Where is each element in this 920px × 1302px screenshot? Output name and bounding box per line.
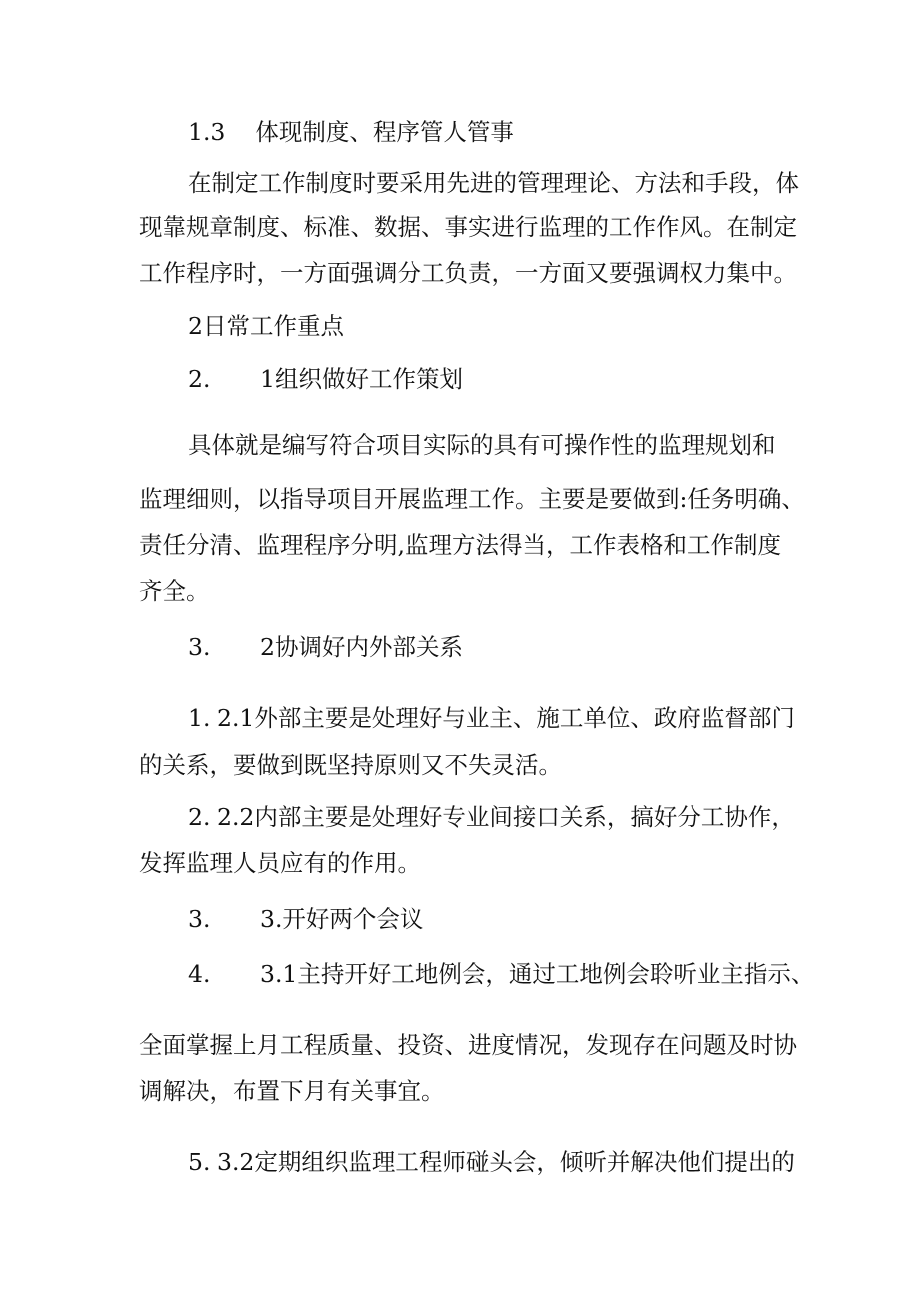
section-number: 2. <box>188 365 211 393</box>
section-number: 3. <box>188 633 211 661</box>
list-item-text: 2.1外部主要是处理好与业主、施工单位、政府监督部门 <box>217 704 795 732</box>
list-item <box>188 1147 795 1177</box>
paragraph-line: 发挥监理人员应有的作用。 <box>139 849 421 877</box>
section-title: 2协调好内外部关系 <box>260 633 463 661</box>
section-title: 体现制度、程序管人管事 <box>255 118 514 146</box>
list-item-text: 2.2内部主要是处理好专业间接口关系，搞好分工协作， <box>217 803 795 831</box>
section-heading-2: 2日常工作重点 <box>188 312 344 340</box>
section-heading-1-3 <box>188 117 514 147</box>
list-number: 4. <box>188 960 211 988</box>
paragraph-line: 的关系，要做到既坚持原则又不失灵活。 <box>139 751 562 779</box>
paragraph-line: 齐全。 <box>139 577 210 605</box>
list-number: 5. <box>188 1148 211 1176</box>
section-heading-2-1 <box>188 364 463 394</box>
section-number: 1.3 <box>188 118 226 146</box>
list-item <box>188 703 795 733</box>
list-number: 1. <box>188 704 211 732</box>
list-number: 2. <box>188 803 211 831</box>
section-heading-2-2 <box>188 632 463 662</box>
section-heading-3 <box>188 904 423 934</box>
list-item <box>188 802 795 832</box>
list-item <box>188 959 814 989</box>
section-title: 1组织做好工作策划 <box>260 365 463 393</box>
list-item-text: 3.1主持开好工地例会，通过工地例会聆听业主指示、 <box>260 960 815 988</box>
paragraph-line: 工作程序时，一方面强调分工负责，一方面又要强调权力集中。 <box>139 259 797 287</box>
paragraph-line: 在制定工作制度时要采用先进的管理理论、方法和手段，体 <box>188 169 799 197</box>
list-item-text: 3.2定期组织监理工程师碰头会，倾听并解决他们提出的 <box>217 1148 795 1176</box>
paragraph-line: 具体就是编写符合项目实际的具有可操作性的监理规划和 <box>188 431 776 459</box>
section-title: 3.开好两个会议 <box>260 905 424 933</box>
paragraph-line: 全面掌握上月工程质量、投资、进度情况，发现存在问题及时协 <box>139 1031 797 1059</box>
paragraph-line: 监理细则，以指导项目开展监理工作。主要是要做到:任务明确、 <box>139 485 805 513</box>
section-number: 3. <box>188 905 211 933</box>
paragraph-line: 现靠规章制度、标准、数据、事实进行监理的工作作风。在制定 <box>139 213 797 241</box>
paragraph-line: 责任分清、监理程序分明,监理方法得当，工作表格和工作制度 <box>139 531 781 559</box>
paragraph-line: 调解决，布置下月有关事宜。 <box>139 1077 445 1105</box>
